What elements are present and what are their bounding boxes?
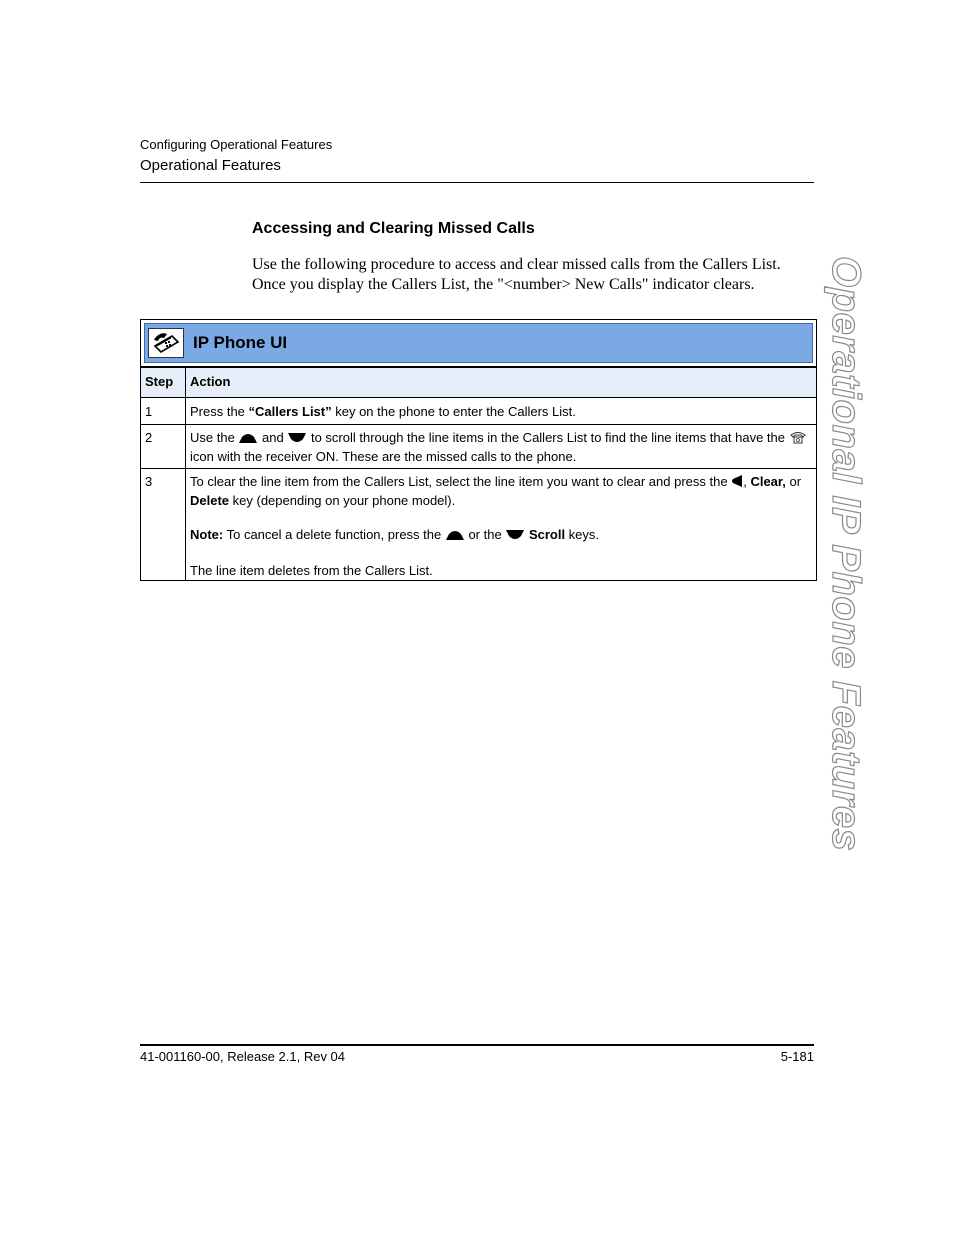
table-banner-title: IP Phone UI (193, 333, 288, 352)
table-row (141, 469, 817, 581)
left-arrow-key-icon (731, 474, 743, 492)
intro-paragraph: Use the following procedure to access and clear missed calls from the Callers List. Once you display the Callers List, the "<number> New Calls" indicator clears. (252, 256, 781, 293)
step-action: Use the and to scroll through the line items in the Callers List to find the line items that have the icon with the receiver ON. These are the missed calls to the phone. (186, 425, 817, 469)
note-label: Note: (190, 527, 224, 542)
table-row (141, 425, 817, 469)
scroll-down-key-icon (505, 528, 525, 545)
header-rule (140, 182, 814, 183)
step-action: Press the “Callers List” key on the phone to enter the Callers List. (186, 398, 817, 425)
footer-rule (140, 1044, 814, 1046)
action-column-header: Action (186, 368, 817, 398)
telephone-receiver-icon (789, 430, 807, 448)
scroll-up-key-icon (445, 528, 465, 545)
step-number: 3 (141, 469, 186, 581)
table-banner-frame (140, 319, 817, 367)
footer-document-id: 41-001160-00, Release 2.1, Rev 04 (140, 1049, 346, 1064)
table-banner (144, 323, 813, 363)
footer-page-number: 5-181 (780, 1049, 814, 1064)
table-header-row (141, 368, 817, 398)
table-row (141, 398, 817, 425)
ip-phone-icon (148, 328, 184, 358)
step-result: The line item deletes from the Callers List. (190, 563, 433, 578)
step-action: To clear the line item from the Callers List, select the line item you want to clear and press the , Clear, or Delete key (depending on your phone model). Note: To cancel a delete function, press the or the Scroll keys. The line item deletes from the Callers List. (186, 469, 817, 581)
steps-table (140, 367, 817, 581)
procedure-table (140, 319, 817, 581)
scroll-up-key-icon (238, 431, 258, 448)
step-column-header: Step (141, 368, 186, 398)
side-chapter-title: Operational IP Phone Features (824, 256, 868, 852)
scroll-down-key-icon (287, 431, 307, 448)
step-number: 1 (141, 398, 186, 425)
running-header-section: Operational Features (140, 157, 281, 174)
section-heading: Accessing and Clearing Missed Calls (252, 220, 535, 237)
running-header-chapter: Configuring Operational Features (140, 137, 333, 152)
step-number: 2 (141, 425, 186, 469)
